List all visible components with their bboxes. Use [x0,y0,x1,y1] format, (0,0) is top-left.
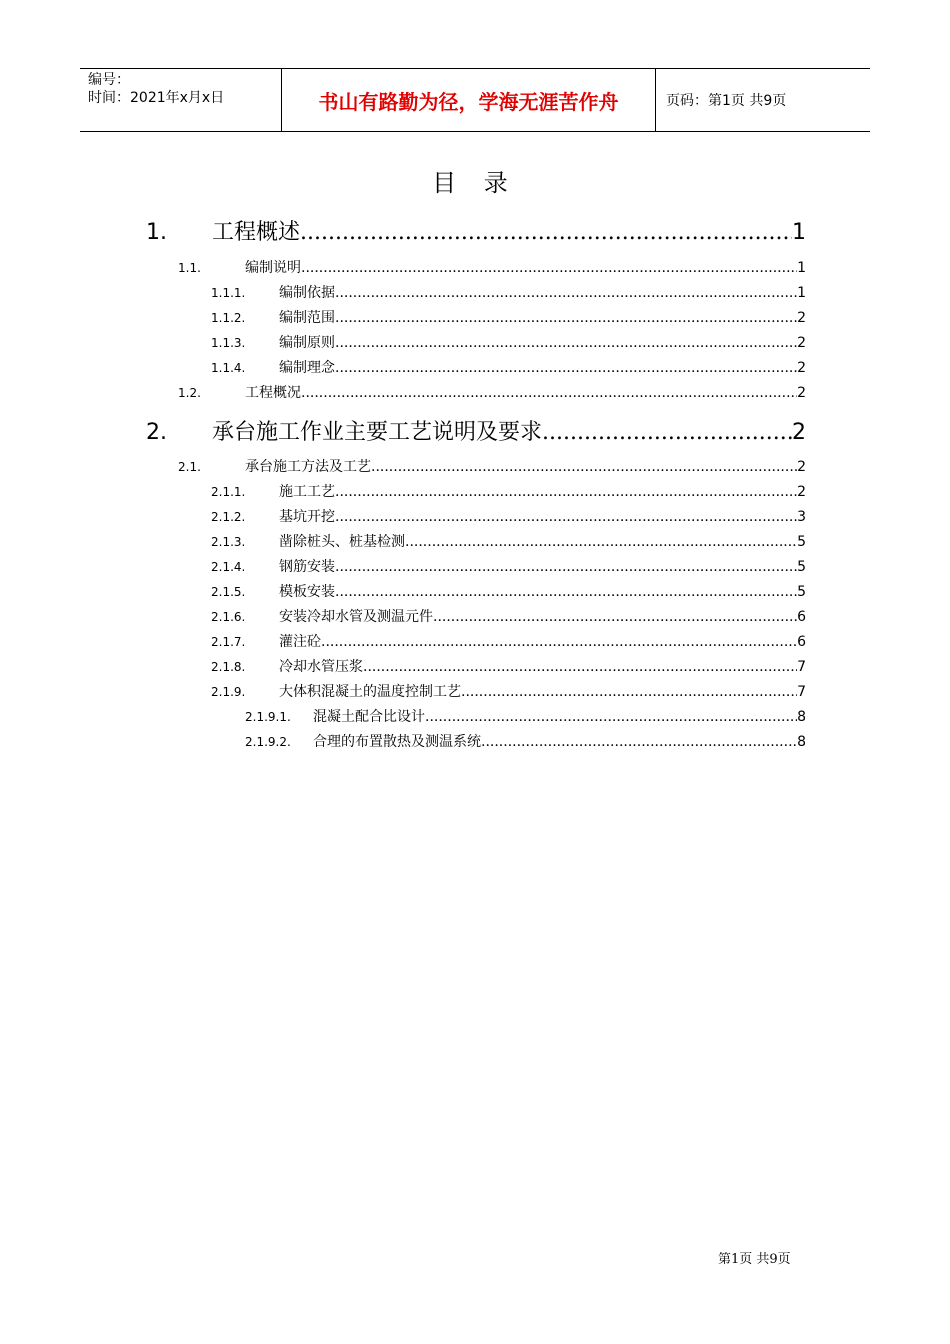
toc-entry-number: 1. [146,220,167,245]
toc-entry[interactable] [211,357,806,377]
toc-entry-number: 2.1.6. [211,610,246,624]
toc-entry[interactable] [178,456,806,476]
toc-entry-page: 2 [797,385,806,401]
toc-entry[interactable] [211,556,806,576]
toc-entry-title: 工程概述 [212,220,301,245]
toc-leader-dots [335,285,797,301]
toc-entry-page: 2 [797,310,806,326]
toc-entry-title: 编制说明 [245,260,301,276]
toc-leader-dots [425,709,797,725]
toc-entry[interactable] [211,282,806,302]
toc-leader-dots [321,634,797,650]
toc-entry[interactable] [211,606,806,626]
toc-leader-dots [335,310,797,326]
toc-entry-title: 承台施工作业主要工艺说明及要求 [212,420,543,445]
toc-entry[interactable] [211,656,806,676]
header-number-label: 编号： [88,72,130,88]
toc-leader-dots [542,420,792,445]
toc-leader-dots [335,584,797,600]
toc-leader-dots [301,260,797,276]
toc-entry[interactable] [245,706,806,726]
toc-entry-page: 5 [797,534,806,550]
toc-entry-page: 2 [797,335,806,351]
page-footer: 第1页 共9页 [718,1252,791,1267]
page-header [80,68,870,132]
toc-entry-title: 模板安装 [279,584,335,600]
toc-leader-dots [363,659,797,675]
toc-entry-title: 编制依据 [279,285,335,301]
toc-entry[interactable] [178,257,806,277]
toc-entry-title: 安装冷却水管及测温元件 [279,609,433,625]
toc-entry-page: 2 [797,459,806,475]
toc-entry-page: 8 [797,709,806,725]
toc-leader-dots [433,609,797,625]
toc-entry-number: 1.1.4. [211,361,246,375]
toc-entry[interactable] [146,415,806,445]
toc-entry-number: 1.2. [178,386,201,400]
toc-entry-title: 编制范围 [279,310,335,326]
toc-entry-title: 编制原则 [279,335,335,351]
toc-entry-title: 钢筋安装 [279,559,335,575]
toc-entry-number: 2.1.7. [211,635,246,649]
toc-entry-number: 2.1.9. [211,685,246,699]
toc-entry-page: 5 [797,559,806,575]
toc-leader-dots [461,684,797,700]
toc-entry-title: 合理的布置散热及测温系统 [313,734,481,750]
toc-entry[interactable] [211,581,806,601]
toc-entry-number: 2.1. [178,460,201,474]
toc-entry-number: 2.1.1. [211,485,246,499]
toc-entry-page: 7 [797,684,806,700]
toc-entry[interactable] [211,506,806,526]
toc-entry-number: 2.1.9.1. [245,710,291,724]
toc-entry-title: 施工工艺 [279,484,335,500]
toc-entry-title: 凿除桩头、桩基检测 [279,534,405,550]
toc-leader-dots [335,509,797,525]
toc-leader-dots [481,734,797,750]
toc-entry[interactable] [211,481,806,501]
toc-entry-title: 工程概况 [245,385,301,401]
toc-entry-title: 大体积混凝土的温度控制工艺 [279,684,461,700]
toc-entry-number: 1.1.2. [211,311,246,325]
header-meta [80,69,282,131]
toc-entry[interactable] [211,631,806,651]
toc-entry-page: 2 [797,484,806,500]
toc-entry[interactable] [211,332,806,352]
toc-entry-title: 冷却水管压浆 [279,659,363,675]
toc-entry-title: 混凝土配合比设计 [313,709,425,725]
toc-entry-page: 3 [797,509,806,525]
toc-leader-dots [335,335,797,351]
toc-leader-dots [405,534,797,550]
toc-entry-title: 承台施工方法及工艺 [245,459,371,475]
toc-entry-title: 编制理念 [279,360,335,376]
header-motto: 书山有路勤为径，学海无涯苦作舟 [282,69,656,131]
toc-entry-page: 2 [797,360,806,376]
toc-entry-number: 2.1.4. [211,560,246,574]
toc-entry-number: 1.1.3. [211,336,246,350]
toc-entry-number: 2.1.5. [211,585,246,599]
toc-leader-dots [335,484,797,500]
header-page-info: 页码：第1页 共9页 [666,93,787,109]
toc-entry-page: 6 [797,609,806,625]
header-date: 时间：2021年x月x日 [88,90,225,106]
toc-entry[interactable] [178,382,806,402]
toc-leader-dots [300,220,792,245]
toc-entry-page: 1 [797,285,806,301]
toc-entry[interactable] [211,681,806,701]
toc-entry-number: 1.1. [178,261,201,275]
toc-entry[interactable] [211,307,806,327]
toc-entry-page: 6 [797,634,806,650]
toc-entry-title: 灌注砼 [279,634,321,650]
toc-leader-dots [335,360,797,376]
toc-entry[interactable] [211,531,806,551]
toc-entry-number: 2.1.2. [211,510,246,524]
toc-entry[interactable] [146,215,806,245]
toc-leader-dots [371,459,797,475]
toc-entry-page: 1 [792,220,806,245]
toc-entry-page: 1 [797,260,806,276]
toc-entry-page: 2 [792,420,806,445]
toc-entry-number: 2.1.8. [211,660,246,674]
toc-leader-dots [335,559,797,575]
toc-entry-title: 基坑开挖 [279,509,335,525]
toc-leader-dots [301,385,797,401]
toc-entry-page: 8 [797,734,806,750]
toc-entry-number: 2. [146,420,167,445]
toc-entry-number: 2.1.9.2. [245,735,291,749]
toc-entry-page: 5 [797,584,806,600]
toc-entry[interactable] [245,731,806,751]
toc-entry-number: 1.1.1. [211,286,246,300]
toc-entry-number: 2.1.3. [211,535,246,549]
toc-title: 目 录 [432,169,518,197]
toc-entry-page: 7 [797,659,806,675]
